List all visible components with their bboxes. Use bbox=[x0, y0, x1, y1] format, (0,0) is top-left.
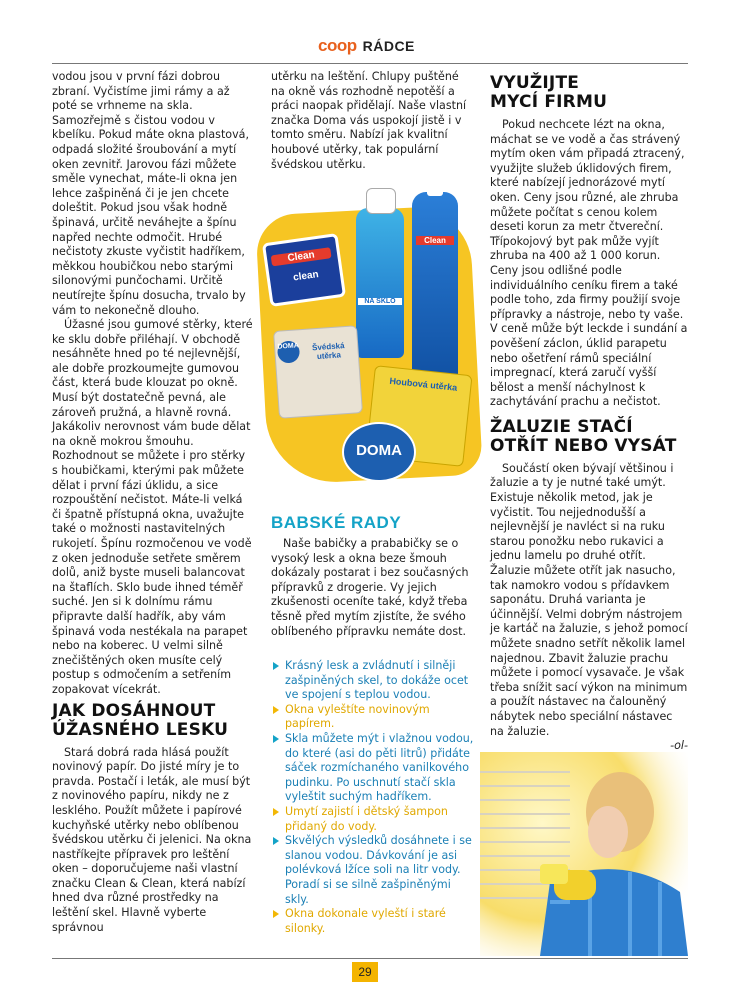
top-divider bbox=[52, 63, 688, 64]
tip-text: Okna dokonale vyleští i staré silonky. bbox=[285, 907, 446, 935]
col3-paragraph-2: Součástí oken bývají většinou i žaluzie a ty je nutné také umýt. Existuje několik metod, jak je vyčistit. Tou nejjednodušší a nejlevnější je navléct si na ruku starou ponožku nebo rukavici a jednu lamelu po druhé otřít. Žaluzie můžete otřít jak nasucho, tak namokro vodou s přídavkem saponátu. Druhá varianta je účinnější. Velmi dobrým nástrojem je kartáč na žaluzie, s jehož pomocí můžete snadno setřít několik lamel najednou. Zbavit žaluzie prachu můžete i pomocí vysavače. Je však třeba snížit sací výkon na minimum a použít nástavec na čalouněný nábytek nebo speciální nástavec na žaluzie. bbox=[490, 461, 688, 738]
column-3 bbox=[490, 70, 688, 754]
tip-item bbox=[271, 907, 475, 936]
tip-text: Skvělých výsledků dosáhnete i se slanou vodou. Dávkování je asi polévková lžíce soli na litr vody. Poradí si se silně zašpiněnými skly. bbox=[285, 834, 472, 906]
tips-list bbox=[271, 659, 475, 936]
clean-clean-logo bbox=[262, 233, 346, 307]
heading-myci-line1: VYUŽIJTE bbox=[490, 73, 580, 93]
column-2-top bbox=[271, 70, 473, 172]
col1-paragraph-2: Úžasné jsou gumové stěrky, které ke sklu dobře přiléhají. V obchodě nesáhněte hned po té nejlevnější, ale dobře prozkoumejte gumovou část, která bude klouzat po okně. Musí být dostatečně pevná, ale zároveň pružná, a hlavně rovná. Jakákoliv nerovnost vám bude dělat na okně mokrou šmouhu. Rozhodnout se můžete i pro stěrky s houbičkami, kterými pak můžete dělat i první fázi úklidu, a sice rozpouštění nečistot. Máte-li velká či špatně přístupná okna, uvažujte také o možnosti nastavitelných rukojetí. Špínu rozmočenou ve vodě z oken jednoduše setřete směrem dolů, aniž byste museli balancovat na štaflích. Sklo bude ihned téměř suché. Jen si k dolnímu rámu připravte další hadřík, aby vám špinavá voda nestékala na parapet nebo na koberec. U velmi silně znečištěných oken musíte celý postup s odmočením a setřením zopakovat vícekrát. bbox=[52, 318, 253, 696]
heading-zaluzie-line2: OTŘÍT NEBO VYSÁT bbox=[490, 435, 677, 456]
detergent-bottle bbox=[412, 192, 458, 392]
arrow-icon bbox=[273, 910, 279, 918]
woman-cleaning-photo bbox=[480, 752, 688, 956]
babske-rady-intro bbox=[271, 537, 475, 639]
col1-paragraph-1: vodou jsou v první fázi dobrou zbraní. Vyčistíme jimi rámy a až poté se vrhneme na skla. Samozřejmě s čistou vodou v kbelíku. Pokud máte okna plastová, odpadá složité šroubování a mytí oken zevnitř. Jarovou fázi můžete směle vynechat, máte-li okna jen lehce zašpiněná či je jen chcete doleštit. Pokud jsou však hodně špinavá, určitě neváhejte a špínu napřed nechte odmočit. Hrubé nečistoty zkuste vyčistit hadříkem, měkkou houbičkou nebo starými silonovými punčochami. Určitě neutírejte špínu dosucha, trvalo by vám to nekonečně dlouho. bbox=[52, 70, 249, 317]
heading-myci-line2: MYCÍ FIRMU bbox=[490, 92, 608, 112]
spray-label: NA SKLO bbox=[358, 298, 402, 305]
tip-text: Umytí zajistí i dětský šampon přidaný do vody. bbox=[285, 804, 448, 833]
section-title: RÁDCE bbox=[362, 38, 415, 54]
page-number: 29 bbox=[352, 962, 378, 982]
clean-logo-bottom: clean bbox=[292, 269, 320, 284]
yellow-cloth bbox=[540, 864, 568, 884]
tip-item bbox=[271, 834, 475, 907]
houbova-label: Houbová utěrka bbox=[388, 375, 458, 393]
doma-logo-text: DOMA bbox=[356, 442, 402, 459]
product-photo bbox=[262, 180, 480, 510]
doma-logo bbox=[342, 422, 416, 482]
heading-myci-firma bbox=[490, 74, 688, 112]
heading-lesk-line2: ÚŽASNÉHO LESKU bbox=[52, 719, 229, 740]
arrow-icon bbox=[273, 808, 279, 816]
author-signature: -ol- bbox=[670, 739, 688, 753]
col3-paragraph-1: Pokud nechcete lézt na okna, máchat se ve vodě a čas strávený mytím oken vám připadá ztracený, využijte služeb úklidových firem, které nabízejí jednorázové mytí oken. Ceny jsou různé, ale zhruba můžete počítat s cenou kolem deseti korun za metr čtvereční. Třípokojový byt pak může vyjít zhruba na 400 až 1 000 korun. Ceny jsou odlišné podle individuálního ceníku firem a také podle toho, zda firmy použijí svoje přípravky a nástroje, nebo ty vaše. V ceně může být leckde i sundání a pověšení záclon, úklid parapetu nebo ošetření rámů speciální impregnací, která zaručí vyšší bělost a menší náchylnost k zachytávání prachu a nečistot. bbox=[490, 118, 688, 409]
svedska-label: Švédská utěrka bbox=[311, 341, 345, 362]
woman-face bbox=[588, 806, 628, 858]
arrow-icon bbox=[273, 706, 279, 714]
heading-lesk bbox=[52, 702, 254, 740]
heading-lesk-line1: JAK DOSÁHNOUT bbox=[52, 700, 216, 721]
tip-item bbox=[271, 805, 475, 834]
col1-paragraph-3: Stará dobrá rada hlásá použít novinový papír. Do jisté míry je to pravda. Postačí i leták, ale musí být z novinového papíru, nikdy ne z lesklého. Použít můžete i papírové kuchyňské utěrky nebo oblíbenou švédskou utěrku či jelenici. Na okna nastříkejte přípravek pro leštění oken – doporučujeme naši vlastní značku Clean & Clean, která nabízí hned dva různé prostředky na leštění skel. Hlavně vyberte správnou bbox=[52, 745, 252, 934]
coop-logo: coop bbox=[318, 36, 357, 55]
tip-item bbox=[271, 659, 475, 703]
column-1 bbox=[52, 70, 254, 935]
babske-rady-title: BABSKÉ RADY bbox=[271, 513, 402, 532]
arrow-icon bbox=[273, 662, 279, 670]
page-header bbox=[318, 36, 415, 56]
arrow-icon bbox=[273, 837, 279, 845]
tip-item bbox=[271, 732, 475, 805]
spray-nozzle bbox=[366, 188, 396, 214]
heading-zaluzie bbox=[490, 418, 688, 456]
woman-cleaning-illustration bbox=[480, 752, 688, 956]
bottle-label: Clean bbox=[416, 236, 454, 245]
svedska-uterka-package bbox=[273, 325, 363, 419]
tip-text: Skla můžete mýt i vlažnou vodou, do které (asi do pěti litrů) přidáte sáček rozmíchaného vanilkového pudinku. Po uschnutí stačí skla vyleštit suchým hadříkem. bbox=[285, 731, 474, 804]
tip-text: Krásný lesk a zvládnutí i silněji zašpiněných skel, to dokáže ocet ve spojení s teplou vodou. bbox=[285, 659, 469, 702]
rady-intro-text: Naše babičky a prababičky se o vysoký lesk a okna beze šmouh dokázaly postarat i bez současných přípravků z drogerie. Vy jejich zkušenosti oceníte také, když třeba těsně před mytím zjistíte, že svého oblíbeného přípravku nemáte dost. bbox=[271, 537, 469, 638]
bottom-divider bbox=[52, 958, 688, 959]
bottle-cap bbox=[427, 182, 443, 196]
heading-zaluzie-line1: ŽALUZIE STAČÍ bbox=[490, 416, 633, 437]
clean-logo-top: Clean bbox=[271, 247, 332, 266]
spray-bottle bbox=[356, 208, 404, 358]
tip-item bbox=[271, 703, 475, 732]
col2-paragraph-1: utěrku na leštění. Chlupy puštěné na okně vás rozhodně nepotěší a práci naopak přidělají. Naše vlastní značka Doma vás uspokojí jistě i v tomto směru. Nabízí jak kvalitní houbové utěrky, tak populární švédskou utěrku. bbox=[271, 70, 467, 171]
tip-text: Okna vyleštíte novinovým papírem. bbox=[285, 702, 430, 731]
doma-badge-small: DOMA bbox=[277, 340, 300, 363]
arrow-icon bbox=[273, 735, 279, 743]
